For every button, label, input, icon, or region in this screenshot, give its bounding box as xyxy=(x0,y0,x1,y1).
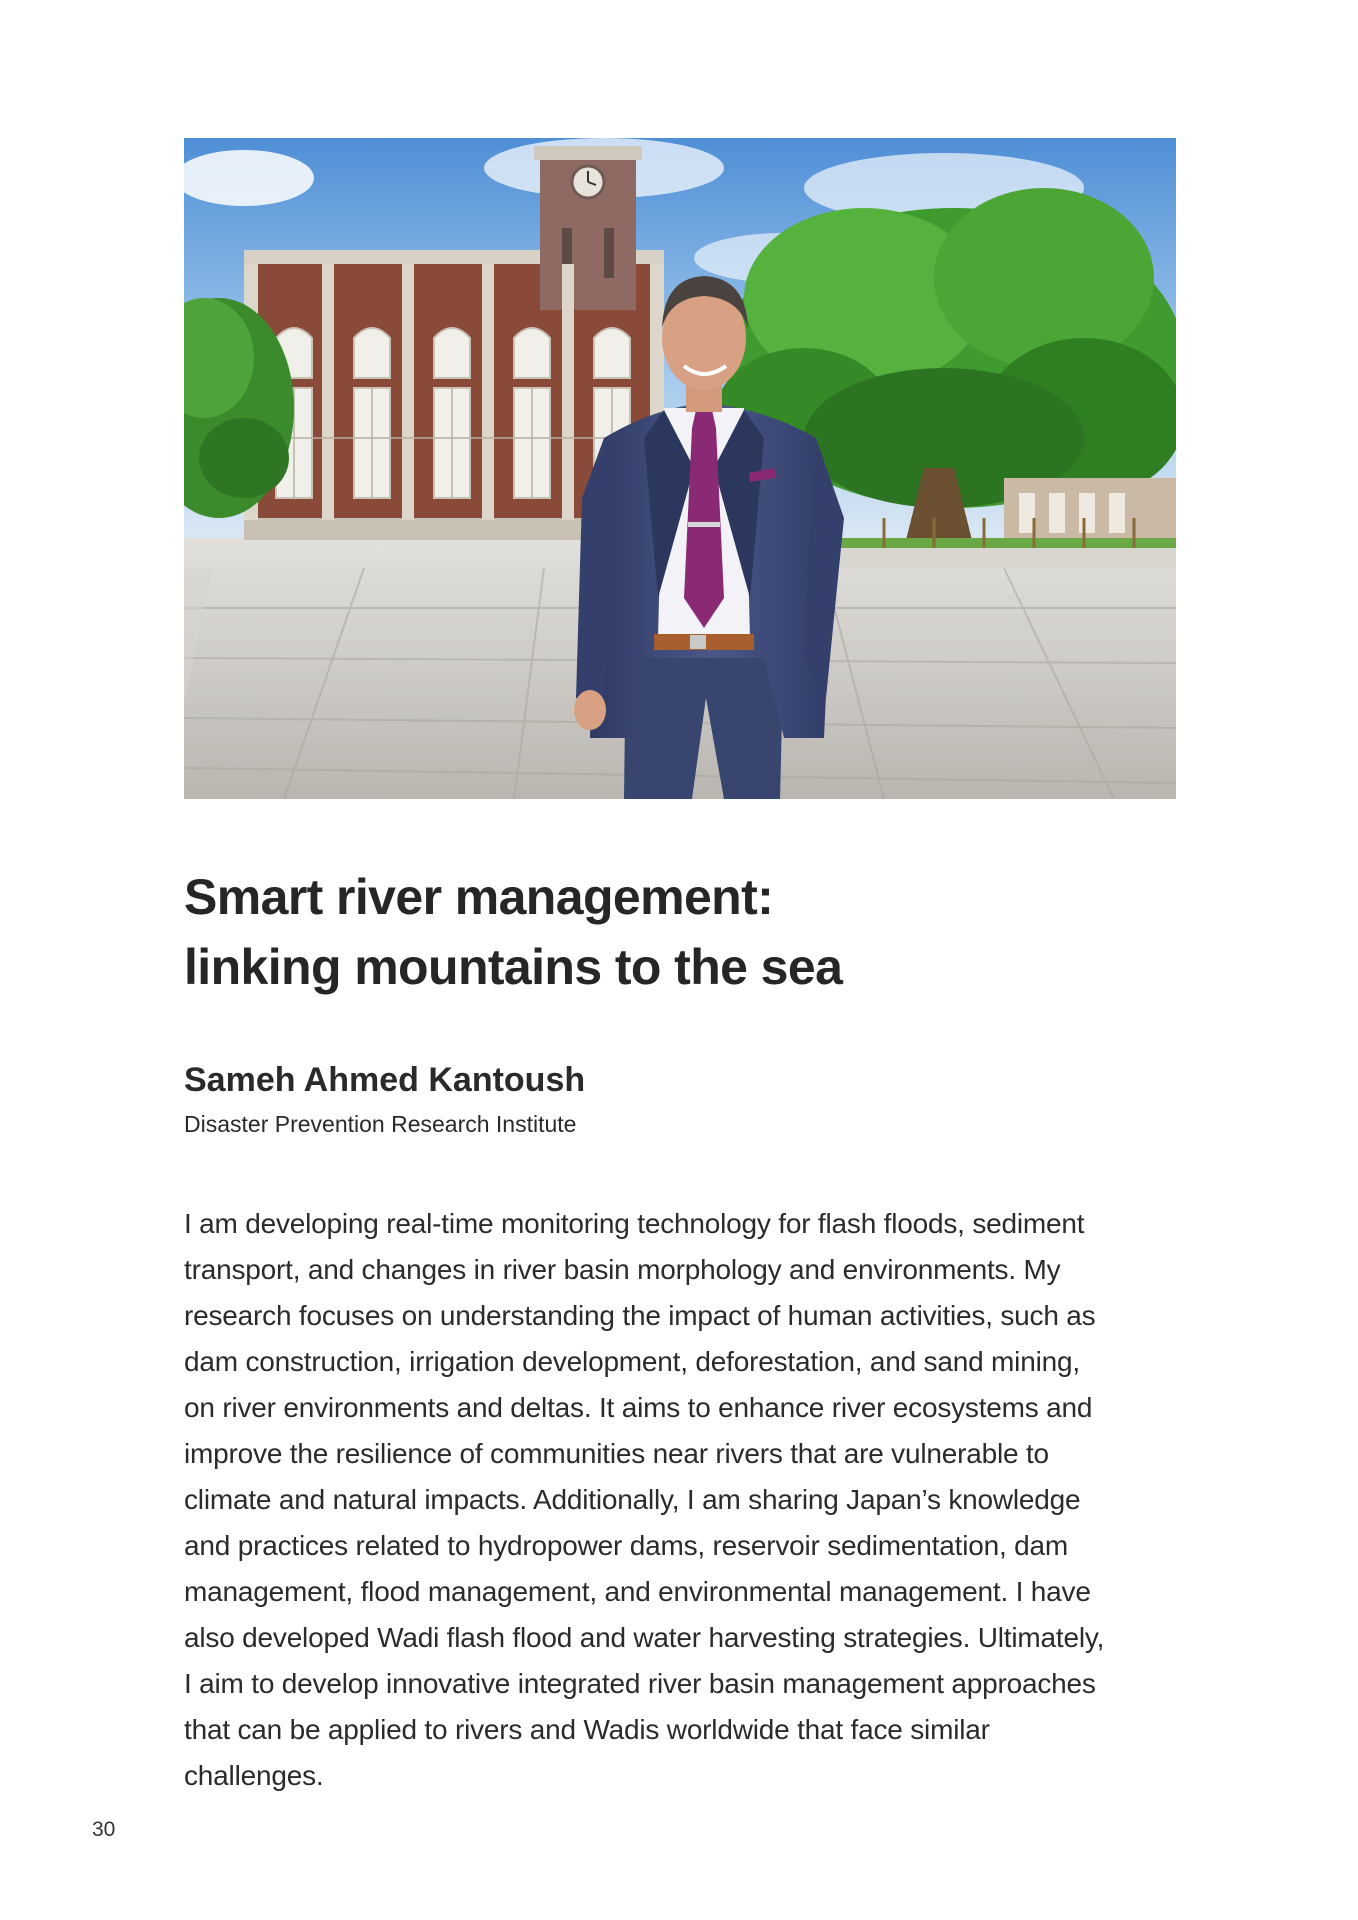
body-line: transport, and changes in river basin morphology and environments. My xyxy=(184,1254,1061,1285)
article-body xyxy=(184,1201,1184,1799)
body-line: and practices related to hydropower dams, reservoir sedimentation, dam xyxy=(184,1530,1068,1561)
body-line: that can be applied to rivers and Wadis worldwide that face similar xyxy=(184,1714,990,1745)
portrait-photo xyxy=(184,138,1176,799)
author-name: Sameh Ahmed Kantoush xyxy=(184,1061,586,1099)
body-line: I aim to develop innovative integrated river basin management approaches xyxy=(184,1668,1096,1699)
body-line: improve the resilience of communities near rivers that are vulnerable to xyxy=(184,1438,1049,1469)
article-title-line-1: Smart river management: xyxy=(184,869,774,925)
author-affiliation: Disaster Prevention Research Institute xyxy=(184,1111,577,1137)
body-line: research focuses on understanding the impact of human activities, such as xyxy=(184,1300,1096,1331)
page-number: 30 xyxy=(92,1818,116,1841)
body-line: dam construction, irrigation development, deforestation, and sand mining, xyxy=(184,1346,1080,1377)
article-title-line-2: linking mountains to the sea xyxy=(184,939,843,995)
body-line: I am developing real-time monitoring technology for flash floods, sediment xyxy=(184,1208,1085,1239)
body-line: management, flood management, and environmental management. I have xyxy=(184,1576,1091,1607)
body-line: climate and natural impacts. Additionally, I am sharing Japan’s knowledge xyxy=(184,1484,1081,1515)
body-line: on river environments and deltas. It aims to enhance river ecosystems and xyxy=(184,1392,1093,1423)
header-photo xyxy=(184,138,1176,799)
body-line: also developed Wadi flash flood and water harvesting strategies. Ultimately, xyxy=(184,1622,1105,1653)
body-line: challenges. xyxy=(184,1760,324,1791)
article-title xyxy=(184,862,1184,1002)
